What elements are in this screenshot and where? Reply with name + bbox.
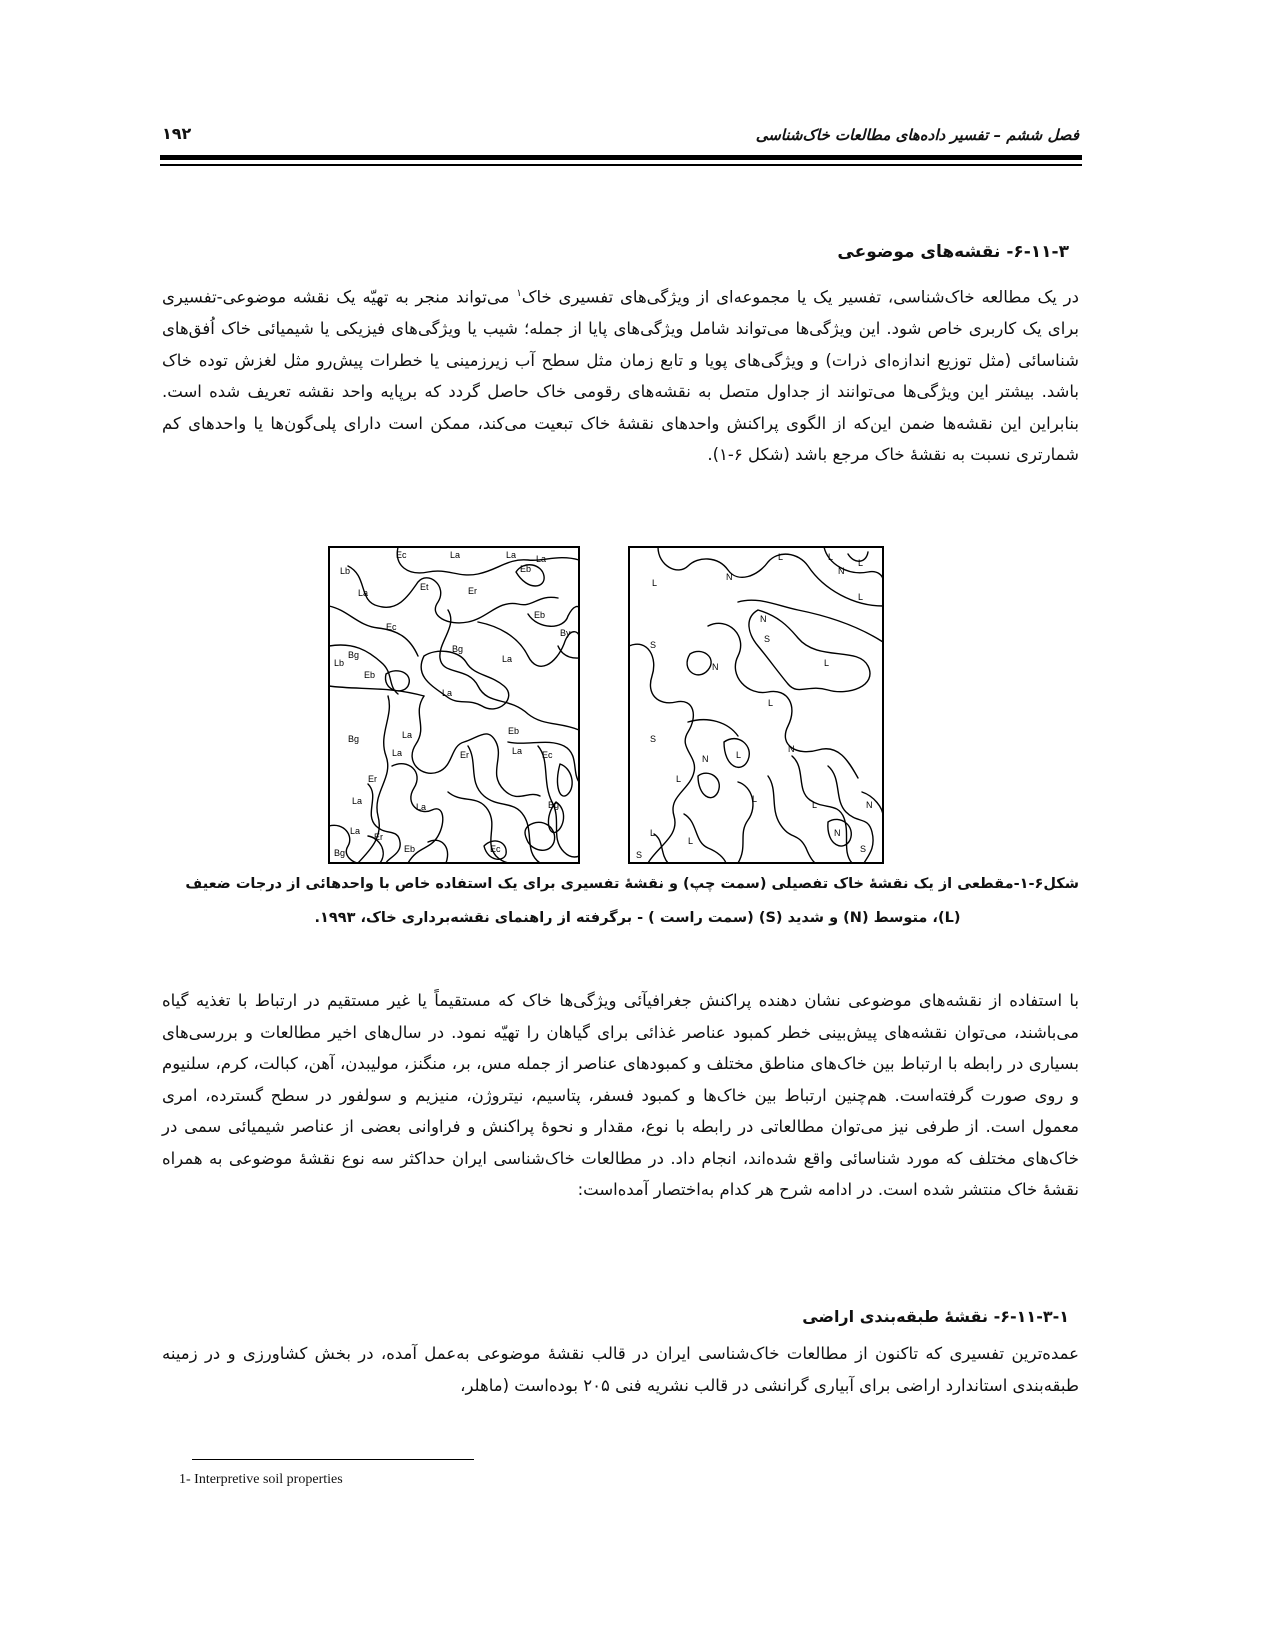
map-label: L (778, 552, 784, 562)
map-label: La (502, 654, 513, 664)
map-label: La (352, 796, 363, 806)
map-label: L (768, 698, 774, 708)
map-label: Eb (520, 564, 532, 574)
map-label: Eb (508, 726, 520, 736)
map-label: La (536, 554, 547, 564)
page-number: ۱۹۲ (162, 124, 192, 143)
map-label: S (860, 844, 867, 854)
map-label: Ec (542, 750, 553, 760)
map-label: L (752, 794, 758, 804)
map-label: N (702, 754, 709, 764)
map-label: N (788, 744, 795, 754)
map-label: Eb (534, 610, 546, 620)
section-heading: ۶-۱۱-۳- نقشه‌های موضوعی (837, 242, 1069, 262)
map-label: L (652, 578, 658, 588)
map-label: Bg (548, 800, 560, 810)
map-label: S (650, 640, 657, 650)
map-label: S (764, 634, 771, 644)
map-label: Ec (490, 844, 501, 854)
header-rule-thin (160, 164, 1082, 166)
interpretive-soil-map (628, 546, 884, 864)
map-label: Lb (340, 566, 351, 576)
map-label: Ec (386, 622, 397, 632)
map-label: La (358, 588, 369, 598)
map-label: La (506, 550, 517, 560)
map-label: L (828, 552, 834, 562)
map-label: Bg (348, 650, 360, 660)
map-label: La (350, 826, 361, 836)
header-rule-thick (160, 155, 1082, 160)
map-label: L (688, 836, 694, 846)
map-label: L (736, 750, 742, 760)
map-label: La (392, 748, 403, 758)
map-label: Bg (348, 734, 360, 744)
map-label: L (824, 658, 830, 668)
map-label: Eb (364, 670, 376, 680)
section-paragraph-1 (162, 278, 1079, 471)
map-label: N (834, 828, 841, 838)
map-label: Er (374, 832, 383, 842)
footnote-rule (192, 1459, 474, 1460)
map-label: L (676, 774, 682, 784)
map-label: Eb (404, 844, 416, 854)
map-label: Er (460, 750, 469, 760)
figure-caption-line-1: شکل۶-۱-مقطعی از یک نقشهٔ خاک تفصیلی (سمت چپ) و نقشهٔ تفسیری برای یک استفاده خاص با واحدهائی از درجات ضعیف (185, 876, 1079, 892)
map-label: Bg (334, 848, 346, 858)
map-label: L (650, 828, 656, 838)
map-label: N (760, 614, 767, 624)
footnote-reference: ۱ (516, 288, 522, 299)
map-label: N (838, 566, 845, 576)
map-label: N (866, 800, 873, 810)
paragraph-1-text-a: در یک مطالعه خاک‌شناسی، تفسیر یک یا مجموعه‌ای از ویژگی‌های تفسیری خاک (521, 287, 1079, 307)
map-label: By (560, 628, 571, 638)
map-label: La (402, 730, 413, 740)
running-header-title: فصل ششم – تفسیر داده‌های مطالعات خاک‌شناسی (755, 126, 1079, 144)
map-label: N (726, 572, 733, 582)
map-label: S (636, 850, 643, 860)
map-label: N (712, 662, 719, 672)
map-label: L (812, 800, 818, 810)
map-label: S (650, 734, 657, 744)
map-label: La (450, 550, 461, 560)
map-label: L (858, 558, 864, 568)
subsection-paragraph: عمده‌ترین تفسیری که تاکنون از مطالعات خاک‌شناسی ایران در قالب نقشهٔ موضوعی به‌عمل آمده، در بخش کشاورزی و در زمینه طبقه‌بندی استاندارد اراضی برای آبیاری گرانشی در قالب نشریه فنی ۲۰۵ بوده‌است (ماهلر، (162, 1344, 1079, 1395)
footnote: 1- Interpretive soil properties (179, 1472, 343, 1487)
body-paragraph-2: با استفاده از نقشه‌های موضوعی نشان دهنده پراکنش جغرافیآئی ویژگی‌ها خاک که مستقیماً یا غیر مستقیم در ارتباط با تغذیه گیاه می‌باشند، می‌توان نقشه‌های پیش‌بینی خطر کمبود عناصر غذائی برای گیاهان را تهیّه نمود. در سال‌های اخیر مطالعات و بررسی‌های بسیاری در رابطه با ارتباط بین خاک‌های مناطق مختلف و کمبودهای عناصر از جمله مس، بر، منگنز، مولیبدن، آهن، کبالت، کرم، سلنیوم و روی صورت گرفته‌است. هم‌چنین ارتباط بین خاک‌ها و کمبود فسفر، پتاسیم، نیتروژن، منیزیم و سولفور در سطح گسترده، امری معمول است. از طرفی نیز می‌توان مطالعاتی در رابطه با نوع، مقدار و نحوهٔ پراکنش و فراوانی بعضی از عناصر شیمیائی سمی در خاک‌های مختلف که مورد شناسائی واقع شده‌اند، انجام داد. در مطالعات خاک‌شناسی ایران حداکثر سه نوع نقشهٔ موضوعی به همراه نقشهٔ خاک منتشر شده است. در ادامه شرح هر کدام به‌اختصار آمده‌است: (162, 991, 1079, 1199)
subsection-heading: ۶-۱۱-۳-۱- نقشهٔ طبقه‌بندی اراضی (802, 1307, 1069, 1326)
map-label: Ec (396, 550, 407, 560)
map-label: Et (420, 582, 429, 592)
map-label: L (858, 592, 864, 602)
map-label: Bg (452, 644, 464, 654)
figure-caption-line-2: (L)، متوسط (N) و شدید (S) (سمت راست ) - برگرفته از راهنمای نقشه‌برداری خاک، ۱۹۹۳. (314, 910, 961, 926)
detailed-soil-map (328, 546, 580, 864)
map-label: La (416, 802, 427, 812)
map-label: La (442, 688, 453, 698)
map-label: La (512, 746, 523, 756)
paragraph-1-text-b: می‌تواند منجر به تهیّه یک نقشه موضوعی-تفسیری برای یک کاربری خاص شود. این ویژگی‌ها می‌تواند شامل ویژگی‌های پایا از جمله؛ شیب یا ویژگی‌های فیزیکی یا شیمیائی خاک اُفق‌های شناسائی (مثل توزیع اندازه‌ای ذرات) و ویژگی‌های پویا و تابع زمان مثل سطح آب زیرزمینی یا خطرات پیش‌رو مثل لغزش توده خاک باشد. بیشتر این ویژگی‌ها می‌توانند از جداول متصل به نقشه‌های رقومی خاک حاصل گردد که برپایه واحد نقشه تعریف شده است. بنابراین این نقشه‌ها ضمن این‌که از الگوی پراکنش واحدهای نقشهٔ خاک تبعیت می‌کند، ممکن است دارای پلی‌گون‌ها یا واحدهای کم شمارتری نسبت به نقشهٔ خاک مرجع باشد (شکل ۶-۱). (162, 287, 1079, 464)
map-label: Lb (334, 658, 345, 668)
map-label: Er (468, 586, 477, 596)
map-label: Er (368, 774, 377, 784)
